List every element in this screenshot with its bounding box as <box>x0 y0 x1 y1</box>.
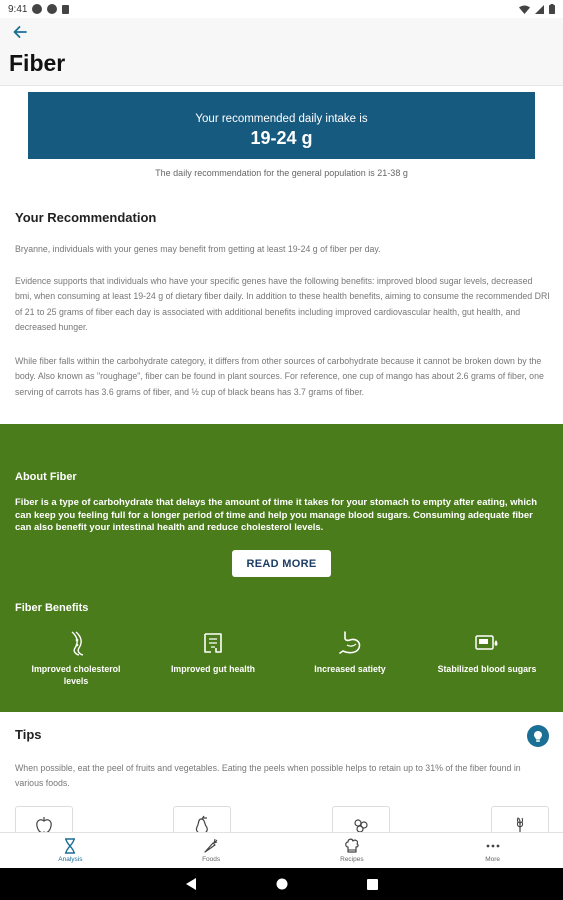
intake-banner <box>28 92 535 159</box>
benefit-item-satiety <box>300 630 400 676</box>
about-title: About Fiber <box>15 471 77 483</box>
back-arrow-icon <box>13 26 27 38</box>
nav-label: Foods <box>202 856 221 863</box>
tips-lightbulb-button[interactable] <box>527 725 549 747</box>
carrot-icon <box>203 838 219 854</box>
status-bar <box>0 0 563 18</box>
benefit-label: Improved gut health <box>170 664 256 674</box>
app-header <box>0 18 563 86</box>
status-left <box>8 4 69 15</box>
benefit-item-cholesterol <box>26 630 126 687</box>
nav-label: Analysis <box>58 856 83 863</box>
nav-item-foods[interactable] <box>141 833 282 868</box>
status-time: 9:41 <box>8 3 28 15</box>
food-card[interactable] <box>491 806 549 832</box>
artery-icon <box>63 630 89 656</box>
system-nav-bar <box>0 868 563 900</box>
circle-home-icon <box>276 878 288 890</box>
apple-icon <box>34 815 54 832</box>
page-title: Fiber <box>9 50 66 76</box>
benefit-item-blood-sugar <box>437 630 537 676</box>
recommendation-paragraph: Bryanne, individuals with your genes may benefit from getting at least 19-24 g of fiber per day. <box>15 244 381 254</box>
system-back-button[interactable] <box>171 868 211 900</box>
intake-value: 19-24 g <box>250 128 313 148</box>
hourglass-icon <box>62 838 78 854</box>
benefit-label: Stabilized blood sugars <box>437 664 537 674</box>
food-card[interactable] <box>15 806 73 832</box>
intake-label: Your recommended daily intake is <box>195 113 368 125</box>
battery-icon <box>549 4 555 14</box>
berries-icon <box>351 815 371 832</box>
about-text: Fiber is a type of carbohydrate that delays the amount of time it takes for your stomach to empty after eating, which can keep you feeling full for a longer period of time and help you manage blood sugars. Consuming adequate fiber can also benefit your intestinal health and reduce cholesterol levels. <box>15 497 538 533</box>
nav-item-more[interactable] <box>422 833 563 868</box>
recommendation-paragraph: Evidence supports that individuals who have your specific genes have the following benefits: improved blood sugar levels, decreased bmi, when consuming at least 19-24 g of dietary fiber daily. In addition to these health benefits, aiming to consume the recommended DRI of 21 to 25 grams of fiber each day is associated with additional benefits including improved cardiovascular health, gut health, and decreased hunger. <box>15 276 550 332</box>
lightbulb-icon <box>531 729 545 743</box>
wifi-icon <box>519 5 530 14</box>
notification-a-icon <box>32 4 42 14</box>
chef-hat-icon <box>344 838 360 854</box>
benefit-label: Increased satiety <box>314 664 386 674</box>
nav-label: More <box>485 856 501 863</box>
status-right <box>519 4 555 14</box>
nav-item-analysis[interactable] <box>0 833 141 868</box>
food-card[interactable] <box>173 806 231 832</box>
system-home-button[interactable] <box>262 868 302 900</box>
benefit-item-gut <box>163 630 263 676</box>
stomach-icon <box>337 630 363 656</box>
food-card[interactable] <box>332 806 390 832</box>
scroll-content[interactable] <box>0 86 563 832</box>
tips-text: When possible, eat the peel of fruits and vegetables. Eating the peels when possible helps to retain up to 31% of the fiber found in various foods. <box>15 763 521 789</box>
nav-item-recipes[interactable] <box>282 833 423 868</box>
wheat-icon <box>510 815 530 832</box>
nav-label: Recipes <box>340 856 364 863</box>
tips-title: Tips <box>15 727 42 742</box>
intestine-icon <box>200 630 226 656</box>
pear-icon <box>192 815 212 832</box>
read-more-button[interactable]: READ MORE <box>232 550 331 577</box>
more-dots-icon <box>485 838 501 854</box>
signal-icon <box>535 5 544 14</box>
population-note: The daily recommendation for the general population is 21-38 g <box>155 168 408 178</box>
recommendation-title: Your Recommendation <box>15 210 157 225</box>
benefit-label: Improved cholesterol levels <box>31 664 121 686</box>
recommendation-paragraph: While fiber falls within the carbohydrate category, it differs from other sources of carbohydrate because it cannot be broken down by the body. Also known as "roughage", fiber can be found in plant sources. For reference, one cup of mango has about 2.6 grams of fiber, one serving of carrots has 3.6 grams of fiber, and ½ cup of black beans has 3.7 grams of fiber. <box>15 356 544 397</box>
bottom-nav <box>0 832 563 868</box>
triangle-back-icon <box>186 878 197 890</box>
about-fiber-section <box>0 424 563 712</box>
system-recents-button[interactable] <box>352 868 392 900</box>
glucose-meter-icon <box>474 630 500 656</box>
notification-p-icon <box>47 4 57 14</box>
benefits-title: Fiber Benefits <box>15 602 89 614</box>
square-recents-icon <box>367 879 378 890</box>
sim-card-icon <box>62 5 69 14</box>
back-button[interactable] <box>8 22 32 42</box>
